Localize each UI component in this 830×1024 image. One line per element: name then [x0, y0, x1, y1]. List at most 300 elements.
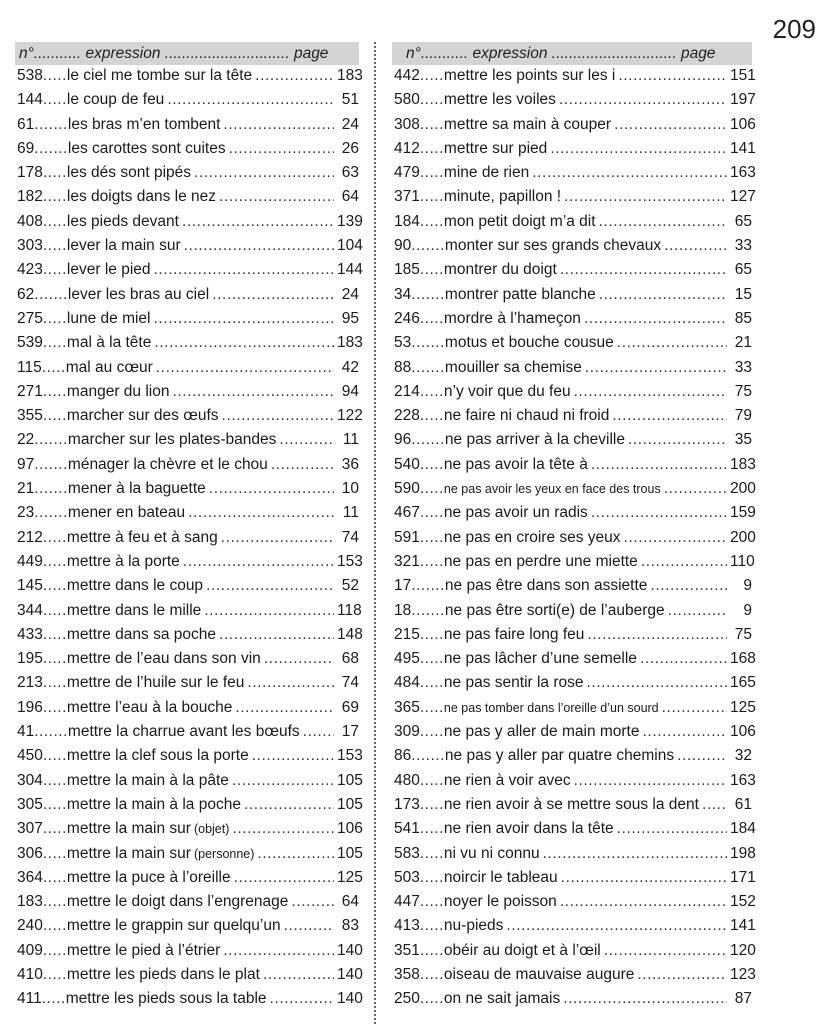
- dot-leader: [263, 966, 334, 984]
- dot-leader: [182, 213, 334, 231]
- entry-page: 33: [734, 237, 752, 255]
- entry-expression: noyer le poisson: [443, 893, 557, 911]
- entry-number-leader: .....: [419, 990, 444, 1008]
- index-entry: [15, 941, 363, 966]
- entry-page: 51: [341, 91, 359, 109]
- entry-number: 408: [17, 212, 43, 230]
- entry-number-leader: .......: [411, 601, 445, 619]
- entry-page: 21: [734, 334, 752, 352]
- entry-number: 450: [17, 747, 43, 765]
- entry-number: 304: [17, 771, 43, 789]
- entry-expression: mettre l’eau à la bouche: [66, 698, 233, 716]
- entry-expression: ménager la chèvre et le chou: [67, 455, 268, 473]
- dot-leader: [550, 140, 727, 158]
- entry-page: 198: [730, 844, 756, 862]
- entry-page: 153: [337, 747, 363, 765]
- dot-leader: [212, 286, 334, 304]
- entry-number-leader: .....: [419, 893, 444, 911]
- dot-leader: [599, 286, 727, 304]
- entry-number-leader: .....: [42, 601, 67, 619]
- dot-leader: [618, 67, 727, 85]
- entry-number: 539: [17, 334, 43, 352]
- dot-leader: [585, 359, 727, 377]
- entry-expression: mettre la charrue avant les bœufs: [67, 723, 300, 741]
- dot-leader: [628, 431, 727, 449]
- dot-leader: [617, 820, 727, 838]
- index-entry: [392, 771, 756, 796]
- index-entry: [392, 917, 756, 941]
- entry-number: 115: [17, 358, 42, 376]
- entry-expression: mettre les voiles: [443, 91, 556, 109]
- index-entry: [392, 844, 756, 869]
- entry-expression: mettre à la porte: [66, 552, 180, 570]
- dot-leader: [624, 529, 727, 547]
- index-entry: [15, 91, 359, 115]
- index-entry: [15, 820, 363, 844]
- entry-number-leader: .....: [42, 625, 67, 643]
- entry-page: 74: [341, 674, 359, 692]
- index-entry: [15, 577, 359, 601]
- dot-leader: [591, 456, 727, 474]
- entry-expression: les carottes sont cuites: [67, 139, 226, 157]
- dot-leader: [563, 990, 727, 1008]
- entry-page: 118: [337, 601, 362, 619]
- dot-leader: [584, 310, 727, 328]
- entry-page: 125: [730, 698, 756, 716]
- entry-number: 62: [17, 285, 35, 303]
- entry-page: 11: [342, 431, 359, 449]
- entry-number-leader: .....: [42, 674, 67, 692]
- entry-number-leader: .....: [41, 990, 66, 1008]
- dot-leader: [232, 772, 334, 790]
- entry-number: 410: [17, 965, 43, 983]
- entry-number: 308: [394, 115, 420, 133]
- index-entry: [392, 480, 756, 504]
- index-entry: [392, 383, 752, 407]
- entry-page: 75: [734, 625, 752, 643]
- dot-leader: [560, 893, 727, 911]
- entry-expression: ne pas arriver à la cheville: [444, 431, 625, 449]
- entry-note: (objet): [193, 822, 230, 837]
- entry-expression: obéir au doigt et à l’œil: [443, 941, 601, 959]
- entry-page: 141: [730, 917, 756, 935]
- index-entry: [15, 552, 363, 577]
- entry-expression: mettre les pieds sous la table: [65, 990, 267, 1008]
- entry-number: 215: [394, 625, 420, 643]
- entry-expression: oiseau de mauvaise augure: [443, 965, 635, 983]
- entry-number: 413: [394, 917, 420, 935]
- entry-number: 538: [17, 67, 43, 84]
- index-entry: [392, 310, 752, 334]
- dot-leader: [271, 456, 334, 474]
- index-entry: [15, 795, 363, 820]
- entry-expression: marcher sur des œufs: [66, 407, 219, 425]
- entry-number-leader: .....: [42, 650, 67, 668]
- entry-number-leader: .......: [411, 358, 445, 376]
- entry-number-leader: .....: [419, 91, 444, 109]
- entry-number: 184: [394, 212, 420, 230]
- entry-expression: le ciel me tombe sur la tête: [66, 67, 253, 84]
- entry-number-leader: .......: [34, 455, 68, 473]
- entry-page: 32: [734, 747, 752, 765]
- index-entry: [392, 91, 756, 115]
- entry-number: 53: [394, 334, 412, 352]
- dot-leader: [264, 650, 334, 668]
- entry-number-leader: .....: [419, 868, 444, 886]
- index-entry: [15, 237, 363, 261]
- entry-expression: ne faire ni chaud ni froid: [443, 407, 610, 425]
- entry-expression: mettre les pieds dans le plat: [66, 965, 260, 983]
- dot-leader: [221, 529, 334, 547]
- entry-expression: mettre dans le mille: [66, 601, 202, 619]
- entry-page: 64: [341, 893, 359, 911]
- entry-page: 33: [734, 358, 752, 376]
- entry-number-leader: .....: [419, 771, 444, 789]
- entry-number-leader: .....: [42, 67, 67, 84]
- entry-number-leader: .....: [419, 723, 444, 741]
- entry-number-leader: .....: [419, 795, 444, 813]
- entry-expression: ne pas avoir la tête à: [443, 455, 588, 473]
- entry-expression: mine de rien: [443, 164, 530, 182]
- entry-number-leader: .....: [42, 820, 67, 838]
- dot-leader: [255, 67, 334, 85]
- entry-page: 184: [730, 820, 756, 838]
- entry-expression: mettre la main sur: [66, 844, 191, 862]
- dot-leader: [637, 966, 727, 984]
- entry-page: 105: [337, 771, 363, 789]
- index-entry: [392, 261, 752, 285]
- dot-leader: [559, 91, 727, 109]
- entry-page: 69: [341, 698, 359, 716]
- entry-page: 65: [734, 212, 752, 230]
- entry-page: 165: [730, 674, 756, 692]
- dot-leader: [643, 723, 728, 741]
- entry-number-leader: .....: [419, 917, 444, 935]
- entry-number: 365: [394, 698, 420, 716]
- entry-page: 61: [734, 795, 752, 813]
- entry-number: 479: [394, 164, 420, 182]
- page-number: 209: [772, 14, 816, 44]
- dot-leader: [668, 602, 727, 620]
- index-entry: [392, 723, 756, 747]
- entry-number-leader: .....: [419, 528, 444, 546]
- entry-page: 183: [337, 334, 363, 352]
- dot-leader: [677, 747, 727, 765]
- dot-leader: [154, 334, 334, 352]
- right-entry-list: [392, 67, 756, 1015]
- dot-leader: [188, 504, 334, 522]
- dot-leader: [194, 164, 334, 182]
- dot-leader: [279, 431, 334, 449]
- index-entry: [15, 480, 359, 504]
- entry-page: 140: [337, 990, 363, 1008]
- entry-number: 183: [17, 893, 43, 911]
- entry-page: 163: [730, 164, 756, 182]
- entry-number: 503: [394, 868, 420, 886]
- right-column: [392, 42, 756, 1015]
- dot-leader: [543, 845, 727, 863]
- entry-number-leader: .......: [34, 285, 68, 303]
- index-entry: [392, 164, 756, 188]
- index-entry: [15, 116, 359, 140]
- entry-number: 412: [394, 139, 420, 157]
- entry-number: 540: [394, 455, 420, 473]
- index-entry: [15, 286, 359, 310]
- entry-number: 433: [17, 625, 43, 643]
- entry-expression: mener en bateau: [67, 504, 186, 522]
- entry-expression: ne pas faire long feu: [443, 625, 585, 643]
- entry-page: 65: [734, 261, 752, 279]
- index-entry: [15, 456, 359, 480]
- entry-page: 200: [730, 480, 756, 498]
- entry-number: 495: [394, 650, 420, 668]
- entry-page: 36: [341, 455, 359, 473]
- right-column-header: n°........... expression ............................. page: [392, 42, 752, 65]
- entry-number: 321: [394, 552, 420, 570]
- dot-leader: [219, 188, 334, 206]
- index-entry: [15, 164, 359, 188]
- dot-leader: [641, 553, 727, 571]
- dot-leader: [604, 942, 727, 960]
- entry-page: 75: [734, 382, 752, 400]
- entry-expression: mener à la baguette: [67, 480, 206, 498]
- entry-number: 88: [394, 358, 412, 376]
- index-entry: [15, 431, 359, 455]
- entry-expression: mettre dans sa poche: [66, 625, 216, 643]
- entry-page: 197: [730, 91, 756, 109]
- index-entry: [392, 868, 756, 893]
- entry-page: 85: [734, 309, 752, 327]
- entry-number-leader: .....: [42, 212, 67, 230]
- entry-number-leader: .....: [419, 261, 444, 279]
- index-entry: [15, 334, 363, 358]
- dot-leader: [184, 237, 334, 255]
- entry-number-leader: .....: [419, 212, 444, 230]
- entry-number-leader: .....: [419, 115, 444, 133]
- entry-note: (personne): [193, 846, 255, 861]
- entry-page: 63: [341, 164, 359, 182]
- dot-leader: [247, 674, 334, 692]
- entry-number-leader: .......: [34, 115, 68, 133]
- entry-expression: mettre la main à la pâte: [66, 771, 229, 789]
- entry-expression: lever le pied: [66, 261, 151, 279]
- entry-page: 120: [730, 941, 756, 959]
- entry-expression: ne pas sentir la rose: [443, 674, 584, 692]
- dot-leader: [222, 407, 334, 425]
- dot-leader: [223, 942, 334, 960]
- entry-expression: mon petit doigt m’a dit: [443, 212, 596, 230]
- entry-page: 183: [730, 455, 756, 473]
- entry-number: 18: [394, 601, 412, 619]
- entry-expression: ne pas être sorti(e) de l’auberge: [444, 601, 665, 619]
- dot-leader: [599, 213, 727, 231]
- entry-number: 583: [394, 844, 420, 862]
- entry-page: 35: [734, 431, 752, 449]
- entry-number: 467: [394, 504, 420, 522]
- entry-number: 351: [394, 941, 420, 959]
- entry-number: 69: [17, 139, 35, 157]
- index-entry: [392, 698, 756, 723]
- index-entry: [392, 286, 752, 310]
- left-entry-list: [15, 67, 363, 1015]
- entry-number-leader: .......: [411, 747, 445, 765]
- entry-page: 79: [734, 407, 752, 425]
- left-column-header: n°........... expression ............................. page: [15, 42, 359, 65]
- entry-page: 52: [341, 577, 359, 595]
- index-entry: [15, 407, 363, 431]
- entry-number: 591: [394, 528, 420, 546]
- entry-expression: mettre la clef sous la porte: [66, 747, 249, 765]
- dot-leader: [617, 334, 727, 352]
- dot-leader: [591, 504, 727, 522]
- column-divider: [374, 42, 376, 1024]
- entry-expression: noircir le tableau: [443, 868, 558, 886]
- entry-page: 144: [337, 261, 363, 279]
- entry-number-leader: .....: [42, 528, 67, 546]
- index-entry: [15, 625, 363, 650]
- entry-number: 41: [17, 723, 35, 741]
- entry-number-leader: .......: [411, 577, 445, 595]
- entry-number: 22: [17, 431, 35, 449]
- entry-number: 228: [394, 407, 420, 425]
- entry-number-leader: .....: [42, 237, 67, 255]
- dot-leader: [154, 310, 335, 328]
- index-entry: [392, 965, 756, 990]
- dot-leader: [662, 699, 727, 717]
- entry-number-leader: .....: [42, 917, 67, 935]
- entry-number: 449: [17, 552, 43, 570]
- entry-number: 144: [17, 91, 43, 109]
- entry-number-leader: .......: [411, 285, 445, 303]
- entry-number-leader: .....: [419, 698, 444, 716]
- dot-leader: [232, 820, 334, 838]
- entry-page: 42: [341, 358, 359, 376]
- entry-number-leader: .....: [419, 164, 444, 182]
- entry-number: 213: [17, 674, 43, 692]
- entry-page: 24: [341, 285, 359, 303]
- entry-number: 590: [394, 480, 420, 498]
- entry-number-leader: .....: [419, 455, 444, 473]
- entry-expression: ne pas lâcher d’une semelle: [443, 650, 637, 668]
- entry-page: 140: [337, 965, 363, 983]
- index-entry: [15, 67, 363, 91]
- dot-leader: [284, 917, 334, 935]
- entry-number-leader: .....: [42, 747, 67, 765]
- entry-number-leader: .......: [411, 334, 445, 352]
- index-entry: [15, 212, 363, 237]
- entry-expression: ne pas avoir les yeux en face des trous: [443, 482, 661, 497]
- index-entry: [15, 529, 359, 553]
- entry-page: 94: [341, 382, 359, 400]
- index-entry: [392, 67, 756, 91]
- entry-expression: minute, papillon !: [443, 188, 562, 206]
- entry-number: 442: [394, 67, 420, 84]
- dot-leader: [303, 723, 334, 741]
- entry-expression: montrer du doigt: [443, 261, 557, 279]
- entry-number-leader: .....: [419, 139, 444, 157]
- dot-leader: [506, 917, 727, 935]
- index-entry: [15, 310, 359, 334]
- entry-number: 214: [394, 382, 420, 400]
- entry-expression: mettre de l’huile sur le feu: [66, 674, 245, 692]
- entry-expression: mordre à l’hameçon: [443, 309, 581, 327]
- entry-page: 106: [337, 820, 363, 838]
- entry-expression: monter sur ses grands chevaux: [444, 237, 662, 255]
- entry-expression: mal à la tête: [66, 334, 152, 352]
- entry-expression: mettre la puce à l’oreille: [66, 868, 231, 886]
- entry-number-leader: .......: [34, 504, 68, 522]
- index-entry: [392, 674, 756, 698]
- entry-number: 447: [394, 893, 420, 911]
- index-entry: [15, 699, 359, 723]
- entry-number: 358: [394, 965, 420, 983]
- entry-expression: ne rien avoir dans la tête: [443, 820, 614, 838]
- dot-leader: [223, 116, 334, 134]
- entry-expression: ne pas avoir un radis: [443, 504, 588, 522]
- entry-number-leader: .......: [34, 139, 68, 157]
- entry-expression: mettre le pied à l’étrier: [66, 941, 221, 959]
- index-entry: [392, 455, 756, 480]
- dot-leader: [564, 188, 727, 206]
- entry-expression: ne pas y aller par quatre chemins: [444, 747, 675, 765]
- entry-page: 11: [342, 504, 359, 522]
- entry-number: 34: [394, 285, 412, 303]
- entry-number: 173: [394, 795, 420, 813]
- dot-leader: [244, 796, 334, 814]
- entry-number-leader: .....: [419, 650, 444, 668]
- entry-number-leader: .......: [34, 723, 68, 741]
- entry-expression: mettre sa main à couper: [443, 115, 612, 133]
- entry-page: 87: [734, 990, 752, 1008]
- entry-number-leader: .....: [42, 941, 67, 959]
- entry-number: 580: [394, 91, 420, 109]
- entry-number-leader: .....: [42, 698, 67, 716]
- entry-expression: mouiller sa chemise: [444, 358, 582, 376]
- index-entry: [392, 893, 756, 917]
- dot-leader: [206, 577, 334, 595]
- entry-number: 145: [17, 577, 43, 595]
- index-entry: [15, 747, 363, 771]
- entry-number-leader: .....: [419, 674, 444, 692]
- entry-number-leader: .....: [419, 844, 444, 862]
- dot-leader: [574, 772, 727, 790]
- index-entry: [15, 601, 362, 626]
- entry-page: 168: [730, 650, 756, 668]
- entry-expression: les bras m’en tombent: [67, 115, 221, 133]
- entry-number: 196: [17, 698, 43, 716]
- entry-number: 90: [394, 237, 412, 255]
- entry-number-leader: .......: [411, 237, 445, 255]
- entry-number-leader: .....: [42, 91, 67, 109]
- entry-expression: ni vu ni connu: [443, 844, 540, 862]
- index-entry: [15, 893, 359, 917]
- left-column: [15, 42, 363, 1015]
- entry-expression: marcher sur les plates-bandes: [67, 431, 277, 449]
- dot-leader: [219, 626, 334, 644]
- index-entry: [392, 626, 752, 650]
- index-entry: [15, 650, 359, 674]
- entry-page: 159: [730, 504, 756, 522]
- entry-number-leader: .......: [34, 431, 68, 449]
- entry-number-leader: .....: [42, 407, 67, 425]
- entry-page: 26: [341, 139, 359, 157]
- entry-page: 141: [730, 139, 756, 157]
- entry-page: 105: [337, 795, 363, 813]
- index-entry: [392, 990, 752, 1014]
- dot-leader: [257, 845, 334, 863]
- entry-number-leader: .....: [41, 358, 66, 376]
- entry-number-leader: .....: [419, 382, 444, 400]
